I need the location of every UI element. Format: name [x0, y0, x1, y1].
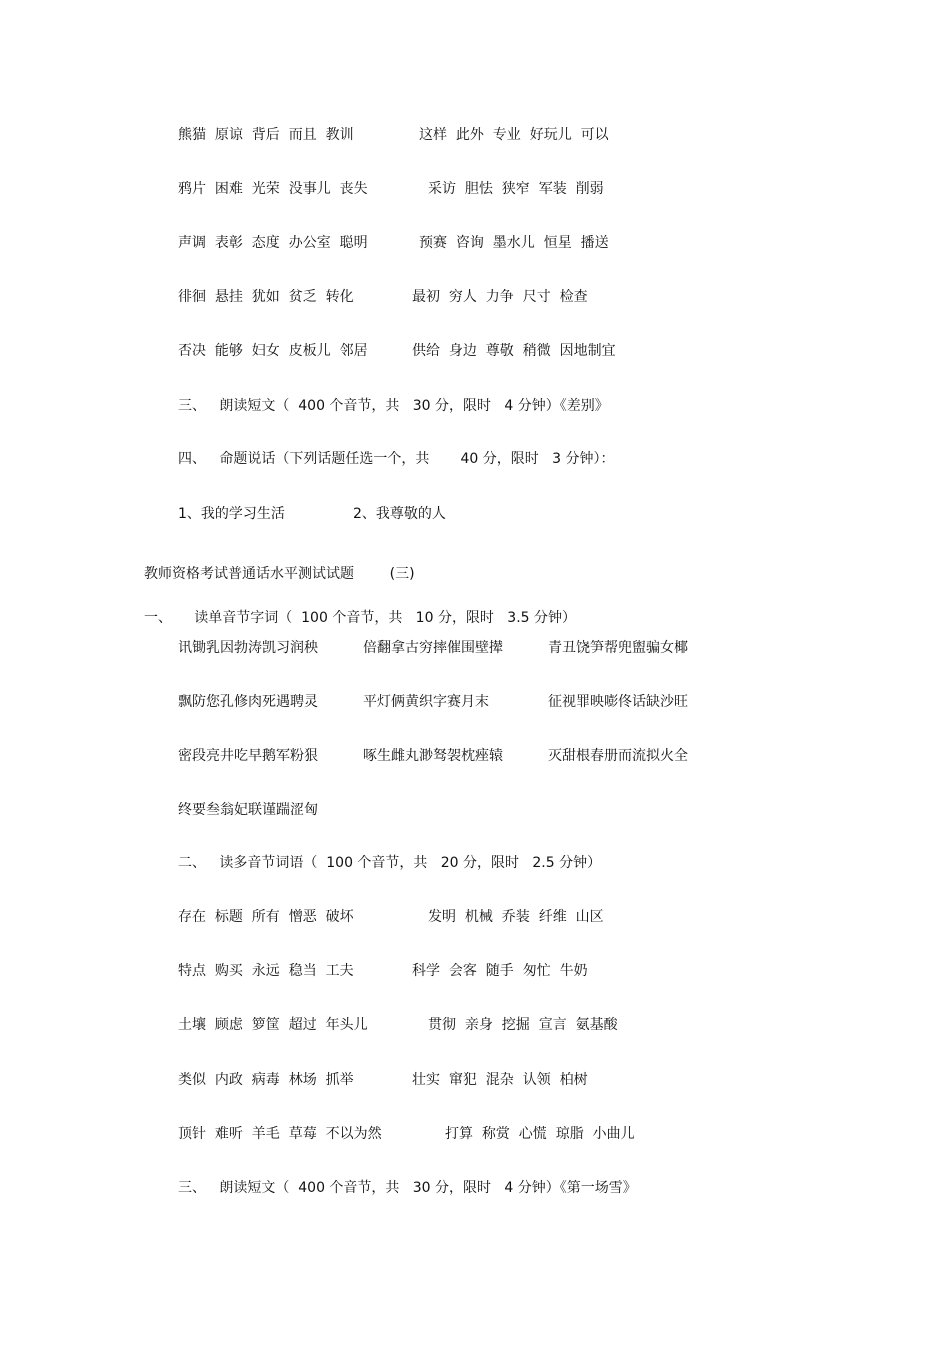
char-group: 密段亮井吃早鹅军粉狠 — [178, 748, 318, 764]
speaking-instruction: 四、 命题说话（下列话题任选一个，共 40 分，限时 3 分钟）： — [178, 451, 615, 467]
word-group-left: 鸦片 困难 光荣 没事儿 丧失 — [178, 181, 368, 197]
word-row — [178, 1125, 635, 1179]
char-group: 青丑饶笋帮兜盥骗女椰 — [548, 640, 688, 656]
reading-instruction: 三、 朗读短文（ 400 个音节，共 30 分，限时 4 分钟）《第一场雪》 — [178, 1180, 637, 1196]
word-row — [178, 908, 604, 962]
word-group-left: 否决 能够 妇女 皮板儿 邻居 — [178, 343, 368, 359]
word-group-right: 打算 称赏 心慌 琼脂 小曲儿 — [445, 1126, 635, 1142]
char-group: 讯锄乳因勃涛凯习润秧 — [178, 640, 318, 656]
word-group-left: 徘徊 悬挂 犹如 贫乏 转化 — [178, 289, 354, 305]
word-row — [178, 342, 616, 396]
word-row — [178, 288, 588, 342]
char-row — [178, 801, 318, 837]
word-group-left: 类似 内政 病毒 林场 抓举 — [178, 1072, 354, 1088]
word-group-left: 土壤 顾虑 箩筐 超过 年头儿 — [178, 1017, 368, 1033]
word-row — [178, 126, 609, 180]
char-group: 倍翻拿古穷摔催围壁撵 — [363, 640, 503, 656]
paper-title: 教师资格考试普通话水平测试试题 (三) — [144, 566, 415, 582]
part-heading: 一、 读单音节字词（ 100 个音节，共 10 分，限时 3.5 分钟） — [144, 610, 577, 626]
word-group-right: 发明 机械 乔装 纤维 山区 — [428, 909, 604, 925]
word-group-left: 声调 表彰 态度 办公室 聪明 — [178, 235, 368, 251]
word-group-left: 特点 购买 永远 稳当 工夫 — [178, 963, 354, 979]
char-group: 平灯俩黄织字赛月末 — [363, 694, 489, 710]
word-group-right: 科学 会客 随手 匆忙 牛奶 — [412, 963, 588, 979]
word-group-right: 贯彻 亲身 挖掘 宣言 氨基酸 — [428, 1017, 618, 1033]
word-row — [178, 962, 588, 1016]
word-row — [178, 1016, 618, 1070]
word-row — [178, 234, 609, 288]
word-group-right: 最初 穷人 力争 尺寸 检查 — [412, 289, 588, 305]
word-row — [178, 180, 604, 234]
topic-item: 2、我尊敬的人 — [353, 506, 446, 522]
reading-instruction: 三、 朗读短文（ 400 个音节，共 30 分，限时 4 分钟）《差别》 — [178, 398, 609, 414]
word-group-left: 顶针 难听 羊毛 草莓 不以为然 — [178, 1126, 382, 1142]
word-group-left: 熊猫 原谅 背后 而且 教训 — [178, 127, 354, 143]
word-row — [178, 1071, 588, 1125]
char-group: 征视罪映嘭佟话缺沙旺 — [548, 694, 688, 710]
word-group-left: 存在 标题 所有 憎恶 破坏 — [178, 909, 354, 925]
topic-item: 1、我的学习生活 — [178, 506, 285, 522]
word-group-right: 供给 身边 尊敬 稍微 因地制宜 — [412, 343, 616, 359]
char-group: 飘防您孔修肉死遇聘灵 — [178, 694, 318, 710]
word-group-right: 采访 胆怯 狭窄 军装 削弱 — [428, 181, 604, 197]
word-group-right: 壮实 窜犯 混杂 认领 柏树 — [412, 1072, 588, 1088]
char-group: 灭甜根春册而流拟火全 — [548, 748, 688, 764]
char-group: 终要叁翁妃联谨踹涩匈 — [178, 802, 318, 818]
word-group-right: 预赛 咨询 墨水儿 恒星 播送 — [419, 235, 609, 251]
part-heading: 二、 读多音节词语（ 100 个音节，共 20 分，限时 2.5 分钟） — [178, 855, 602, 871]
char-group: 啄生雌丸渺驽袈枕痤辕 — [363, 748, 503, 764]
word-group-right: 这样 此外 专业 好玩儿 可以 — [419, 127, 609, 143]
